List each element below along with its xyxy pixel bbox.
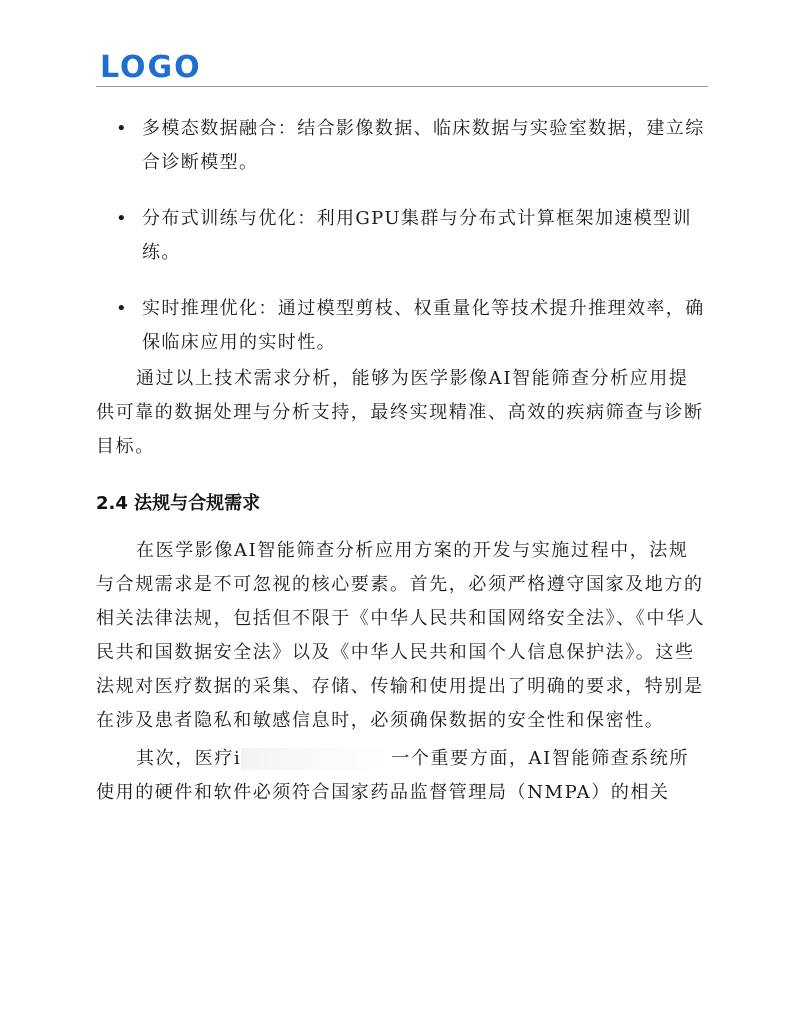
bullet-list: [96, 112, 708, 360]
bullet-icon: •: [116, 298, 129, 319]
list-item: [96, 292, 708, 360]
section-paragraph: 在医学影像AI智能筛查分析应用方案的开发与实施过程中，法规与合规需求是不可忽视的核心要素。首先，必须严格遵守国家及地方的相关法律法规，包括但不限于《中华人民共和国网络安全法》、《中华人民共和国数据安全法》以及《中华人民共和国个人信息保护法》。这些法规对医疗数据的采集、存储、传输和使用提出了明确的要求，特别是在涉及患者隐私和敏感信息时，必须确保数据的安全性和保密性。: [96, 540, 706, 731]
bullet-icon: •: [116, 118, 129, 139]
header-divider: [96, 86, 708, 87]
logo: LOGO: [100, 50, 202, 85]
paragraph-text-start: 其次，医疗i: [136, 748, 242, 769]
document-body: [96, 112, 708, 810]
bullet-text: 多模态数据融合：结合影像数据、临床数据与实验室数据，建立综合诊断模型。: [142, 118, 705, 173]
section-heading: 2.4 法规与合规需求: [96, 493, 261, 514]
redaction-blur: [241, 748, 391, 770]
bullet-text: 实时推理优化：通过模型剪枝、权重量化等技术提升推理效率，确保临床应用的实时性。: [142, 298, 705, 353]
list-item: [96, 112, 708, 180]
list-item: [96, 202, 708, 270]
section-paragraph-truncated: [96, 742, 708, 810]
summary-paragraph: 通过以上技术需求分析，能够为医学影像AI智能筛查分析应用提供可靠的数据处理与分析支持，最终实现精准、高效的疾病筛查与诊断目标。: [96, 368, 704, 457]
bullet-icon: •: [116, 208, 129, 229]
paragraph-text-end: 一个重要方面，AI智能筛查系统所使用的硬件和软件必须符合国家药品监督管理局（NMPA）的相关: [96, 748, 690, 803]
bullet-text: 分布式训练与优化：利用GPU集群与分布式计算框架加速模型训练。: [142, 208, 692, 263]
